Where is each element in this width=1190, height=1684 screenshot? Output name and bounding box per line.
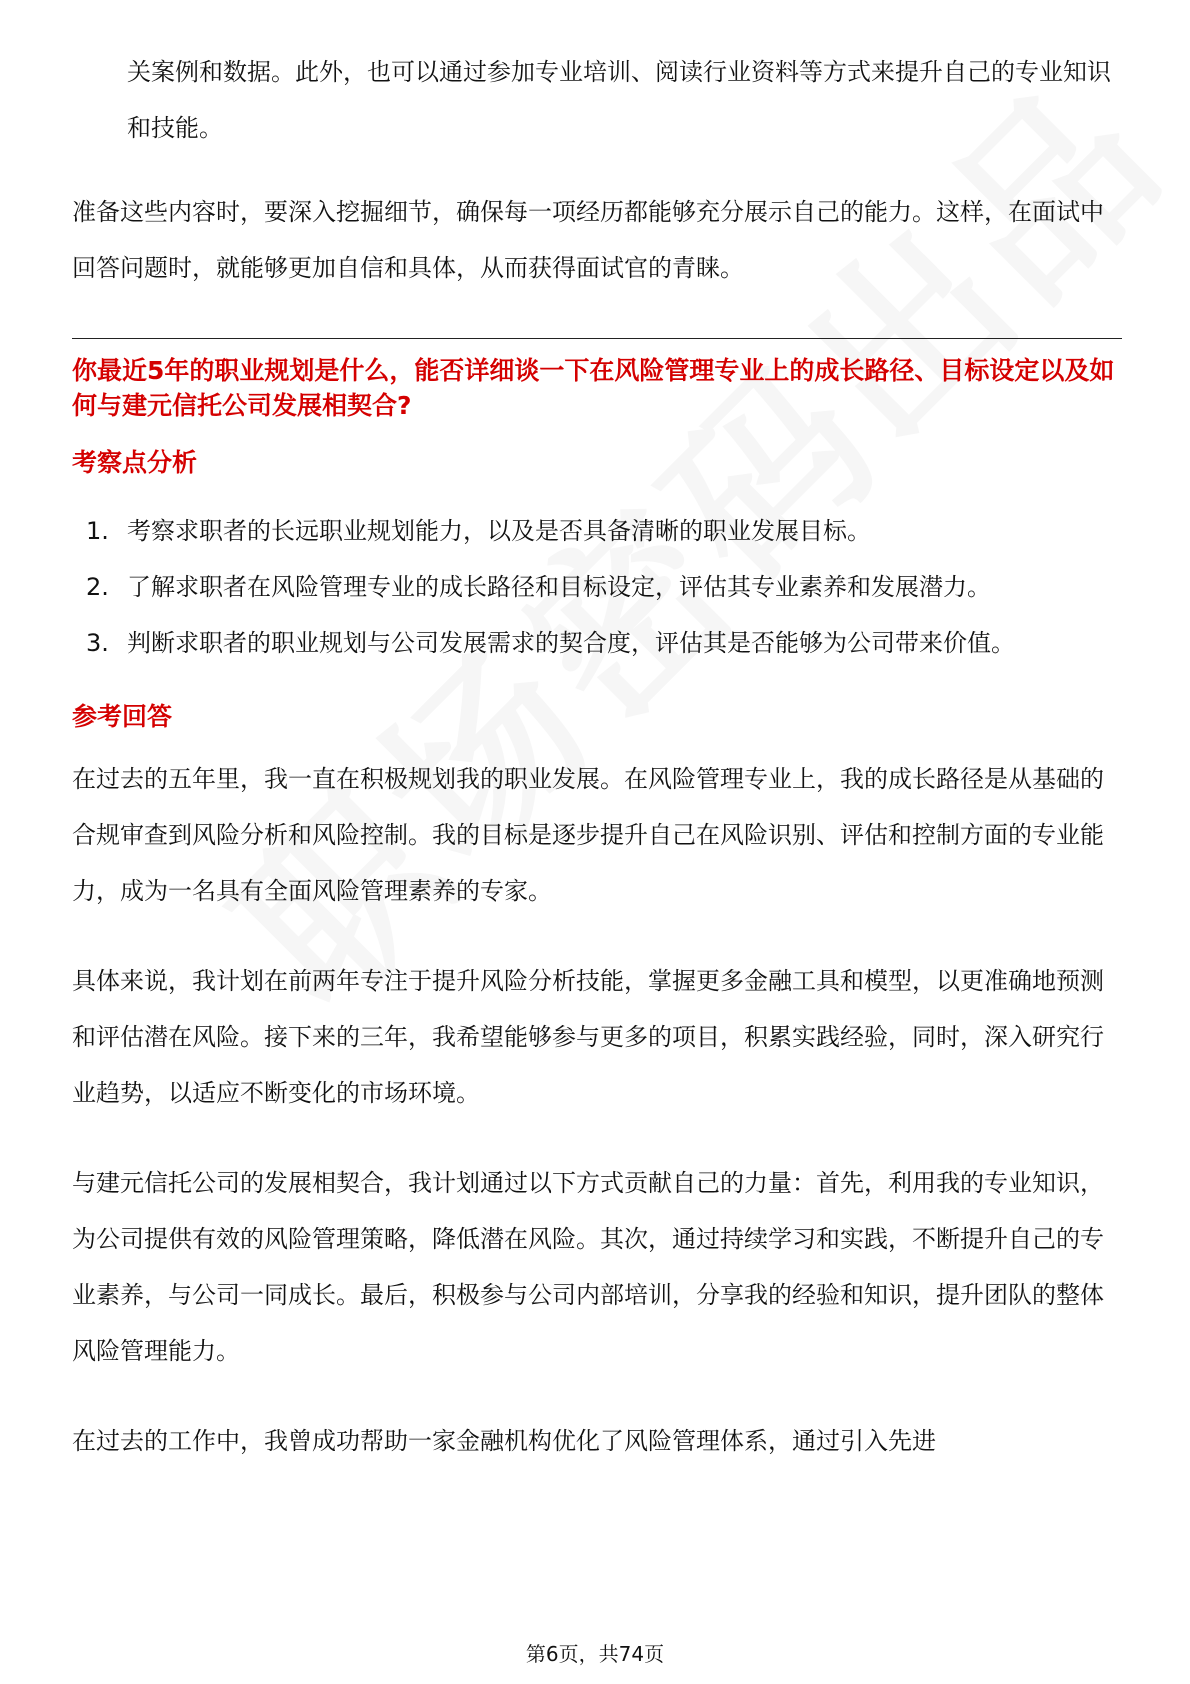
- analysis-point-number: 3.: [86, 629, 109, 657]
- analysis-point-text: 了解求职者在风险管理专业的成长路径和目标设定，评估其专业素养和发展潜力。: [127, 573, 991, 601]
- analysis-point-list: [72, 503, 1122, 671]
- analysis-point: [72, 615, 1122, 671]
- intro-summary-paragraph: 准备这些内容时，要深入挖掘细节，确保每一项经历都能够充分展示自己的能力。这样，在面试中回答问题时，就能够更加自信和具体，从而获得面试官的青睐。: [72, 198, 1104, 282]
- analysis-point-number: 1.: [86, 517, 109, 545]
- page-content: [72, 44, 1122, 1469]
- analysis-point-text: 判断求职者的职业规划与公司发展需求的契合度，评估其是否能够为公司带来价值。: [127, 629, 1015, 657]
- section-divider: [72, 338, 1122, 339]
- page-number-footer: 第6页，共74页: [525, 1642, 665, 1666]
- analysis-point-text: 考察求职者的长远职业规划能力，以及是否具备清晰的职业发展目标。: [127, 517, 871, 545]
- answer-paragraph: 与建元信托公司的发展相契合，我计划通过以下方式贡献自己的力量：首先，利用我的专业知识，为公司提供有效的风险管理策略，降低潜在风险。其次，通过持续学习和实践，不断提升自己的专业素养，与公司一同成长。最后，积极参与公司内部培训，分享我的经验和知识，提升团队的整体风险管理能力。: [72, 1169, 1104, 1365]
- analysis-point-number: 2.: [86, 573, 109, 601]
- analysis-heading: 考察点分析: [72, 448, 198, 477]
- answer-paragraph: 在过去的工作中，我曾成功帮助一家金融机构优化了风险管理体系，通过引入先进: [72, 1427, 936, 1455]
- analysis-point: [72, 559, 1122, 615]
- interview-question: 你最近5年的职业规划是什么，能否详细谈一下在风险管理专业上的成长路径、目标设定以及如何与建元信托公司发展相契合?: [72, 356, 1115, 420]
- answer-paragraph: 在过去的五年里，我一直在积极规划我的职业发展。在风险管理专业上，我的成长路径是从基础的合规审查到风险分析和风险控制。我的目标是逐步提升自己在风险识别、评估和控制方面的专业能力，成为一名具有全面风险管理素养的专家。: [72, 765, 1104, 905]
- answer-heading: 参考回答: [72, 702, 173, 731]
- intro-continued-paragraph: 关案例和数据。此外，也可以通过参加专业培训、阅读行业资料等方式来提升自己的专业知识和技能。: [127, 58, 1111, 142]
- answer-paragraph: 具体来说，我计划在前两年专注于提升风险分析技能，掌握更多金融工具和模型，以更准确地预测和评估潜在风险。接下来的三年，我希望能够参与更多的项目，积累实践经验，同时，深入研究行业趋势，以适应不断变化的市场环境。: [72, 967, 1104, 1107]
- analysis-point: [72, 503, 1122, 559]
